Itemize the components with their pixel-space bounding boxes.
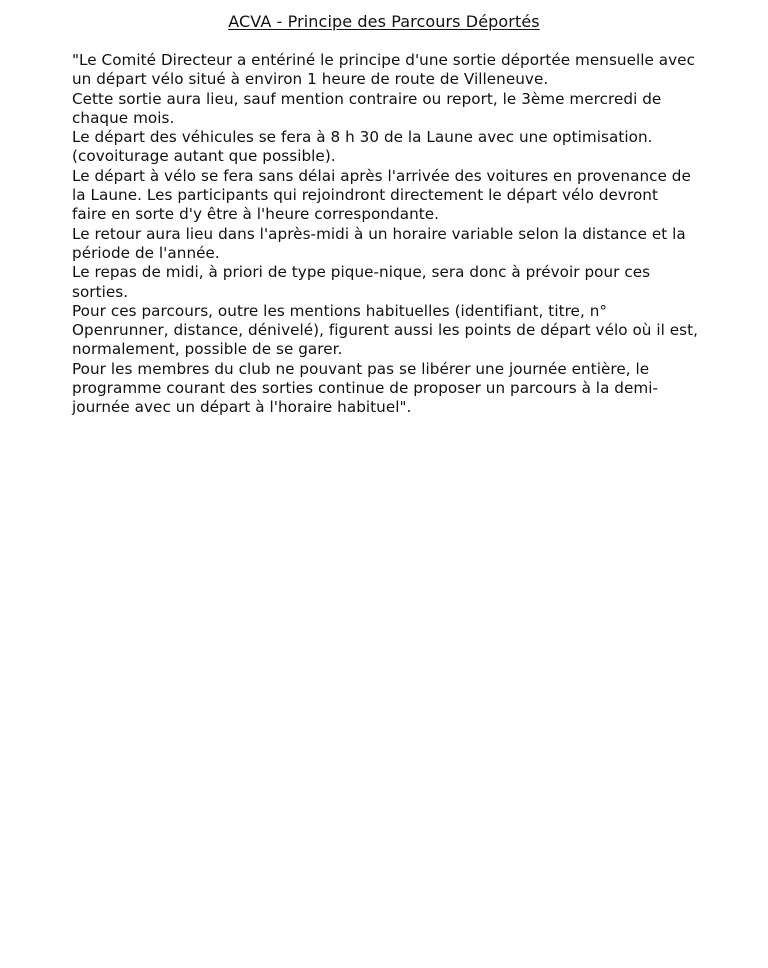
text-line: chaque mois. xyxy=(72,108,175,127)
text-line: Le repas de midi, à priori de type pique-nique, sera donc à prévoir pour ces xyxy=(72,263,651,282)
text-line: programme courant des sorties continue de proposer un parcours à la demi- xyxy=(72,379,659,398)
text-line: Le départ des véhicules se fera à 8 h 30 de la Laune avec une optimisation. xyxy=(72,128,653,147)
text-line: "Le Comité Directeur a entériné le principe d'une sortie déportée mensuelle avec xyxy=(72,51,695,69)
document-body xyxy=(72,51,712,418)
text-line: la Laune. Les participants qui rejoindront directement le départ vélo devront xyxy=(72,186,658,205)
text-line: Le retour aura lieu dans l'après-midi à un horaire variable selon la distance et la xyxy=(72,224,686,243)
text-line: un départ vélo situé à environ 1 heure de route de Villeneuve. xyxy=(72,70,549,89)
text-line: sorties. xyxy=(72,282,129,301)
document-title: ACVA - Principe des Parcours Déportés xyxy=(228,12,540,31)
text-line: Pour ces parcours, outre les mentions habituelles (identifiant, titre, n° xyxy=(72,301,608,320)
text-line: Pour les membres du club ne pouvant pas se libérer une journée entière, le xyxy=(72,359,650,378)
text-line: Cette sortie aura lieu, sauf mention contraire ou report, le 3ème mercredi de xyxy=(72,89,662,108)
text-line: faire en sorte d'y être à l'heure correspondante. xyxy=(72,205,440,224)
text-line: (covoiturage autant que possible). xyxy=(72,147,336,166)
text-line: Openrunner, distance, dénivelé), figurent aussi les points de départ vélo où il est, xyxy=(72,321,699,340)
text-line: période de l'année. xyxy=(72,243,220,262)
text-line: Le départ à vélo se fera sans délai après l'arrivée des voitures en provenance de xyxy=(72,166,691,185)
text-line: normalement, possible de se garer. xyxy=(72,340,343,359)
text-line: journée avec un départ à l'horaire habituel". xyxy=(72,398,412,417)
